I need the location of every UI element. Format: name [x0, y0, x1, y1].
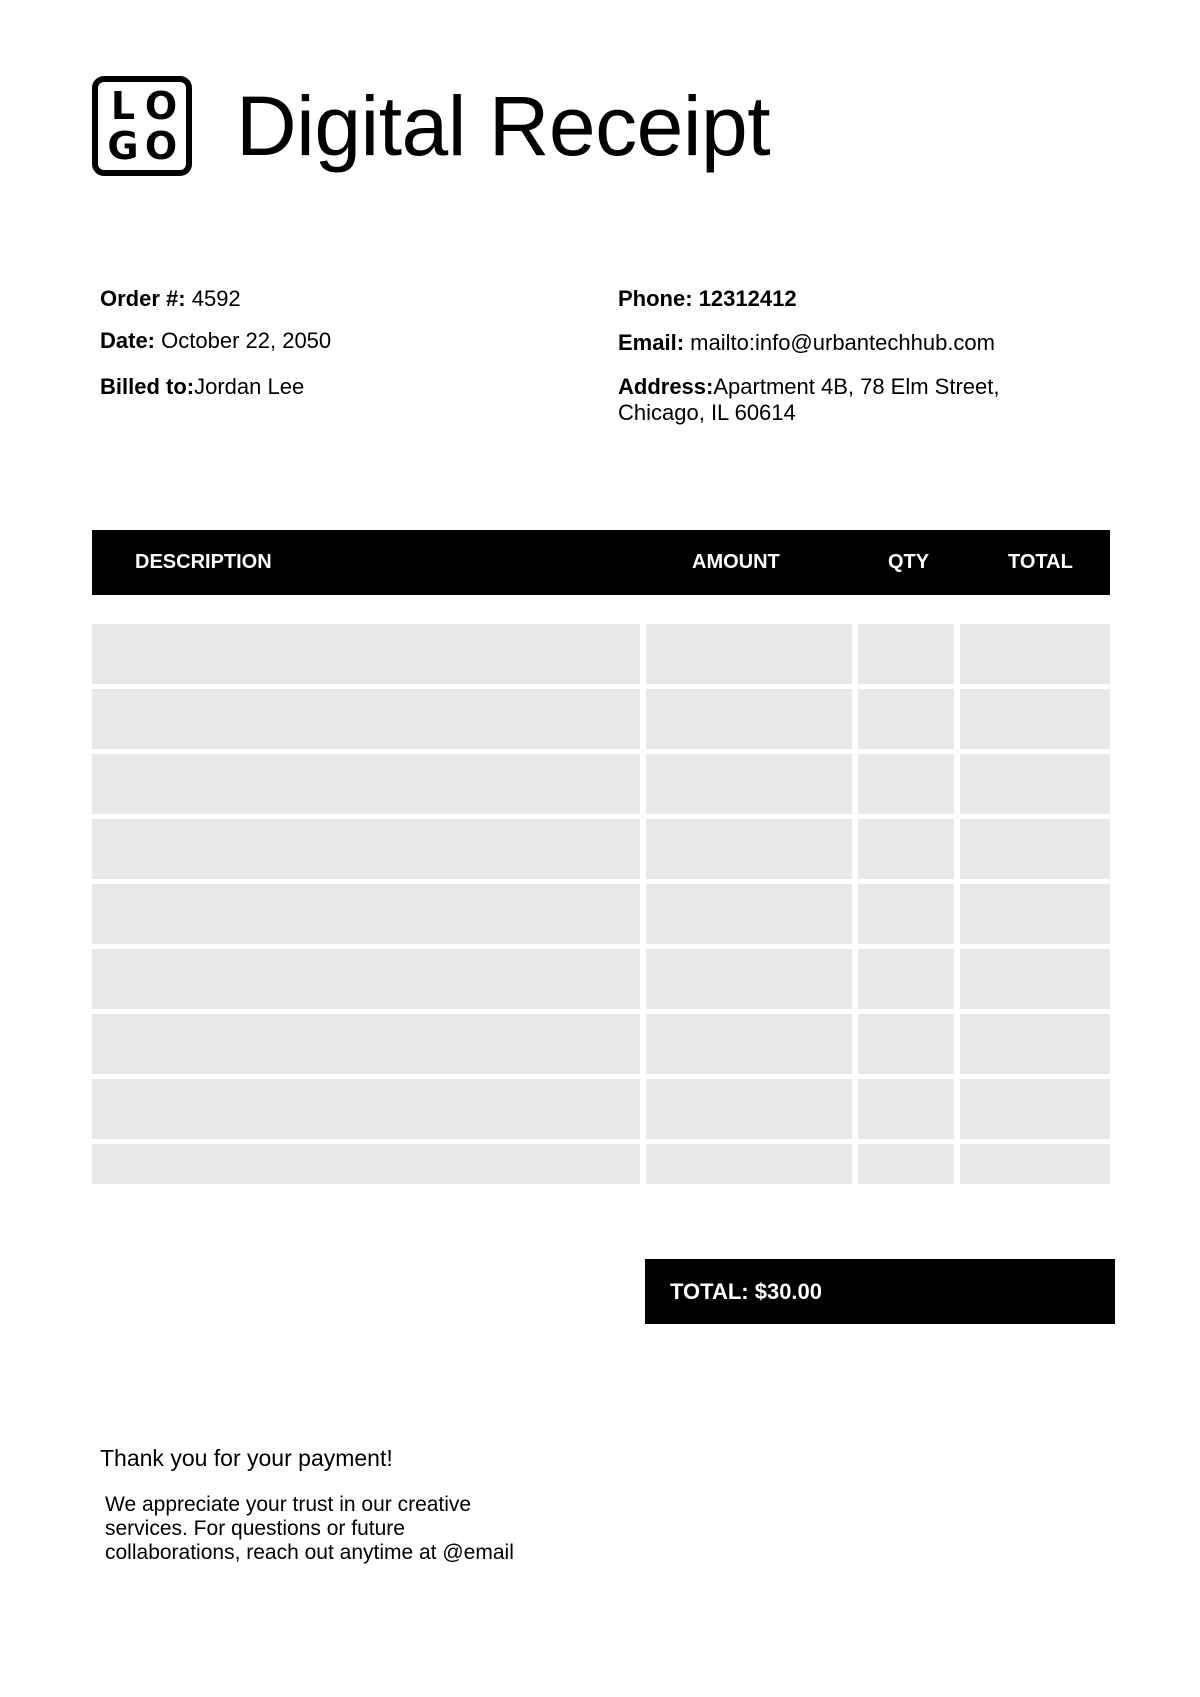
- table-row: [92, 1079, 1110, 1139]
- cell-qty[interactable]: [858, 1144, 954, 1184]
- cell-description[interactable]: [92, 1144, 640, 1184]
- logo-letter: O: [144, 124, 178, 168]
- thank-you-message: Thank you for your payment!: [100, 1445, 393, 1471]
- order-number-value: 4592: [191, 286, 241, 311]
- table-row: [92, 754, 1110, 814]
- cell-description[interactable]: [92, 624, 640, 684]
- table-row: [92, 819, 1110, 879]
- logo: [92, 76, 192, 176]
- cell-total[interactable]: [960, 1144, 1110, 1184]
- table-row: [92, 624, 1110, 684]
- cell-description[interactable]: [92, 949, 640, 1009]
- cell-total[interactable]: [960, 949, 1110, 1009]
- cell-total[interactable]: [960, 1079, 1110, 1139]
- email-link[interactable]: mailto:info@urbantechhub.com: [690, 330, 995, 355]
- phone: [618, 286, 1098, 312]
- cell-amount[interactable]: [646, 884, 852, 944]
- address-line-2: Chicago, IL 60614: [618, 400, 796, 425]
- order-date-value: October 22, 2050: [161, 328, 332, 353]
- column-header-qty: QTY: [888, 551, 930, 573]
- cell-description[interactable]: [92, 819, 640, 879]
- cell-amount[interactable]: [646, 949, 852, 1009]
- cell-description[interactable]: [92, 1079, 640, 1139]
- cell-qty[interactable]: [858, 689, 954, 749]
- cell-description[interactable]: [92, 754, 640, 814]
- page-title: Digital Receipt: [236, 79, 771, 173]
- cell-amount[interactable]: [646, 1079, 852, 1139]
- cell-amount[interactable]: [646, 1014, 852, 1074]
- table-row: [92, 884, 1110, 944]
- cell-amount[interactable]: [646, 689, 852, 749]
- order-date: [100, 328, 520, 354]
- total-bar: [645, 1259, 1115, 1324]
- table-row: [92, 689, 1110, 749]
- logo-letter: G: [107, 124, 139, 168]
- cell-amount[interactable]: [646, 754, 852, 814]
- cell-total[interactable]: [960, 1014, 1110, 1074]
- column-header-description: DESCRIPTION: [135, 551, 272, 573]
- cell-qty[interactable]: [858, 1079, 954, 1139]
- column-header-amount: AMOUNT: [692, 551, 780, 573]
- phone-value: 12312412: [698, 286, 797, 311]
- order-number-label: Order #:: [100, 286, 186, 311]
- logo-letter: O: [144, 84, 178, 128]
- table-row: [92, 1144, 1110, 1184]
- order-number: [100, 286, 520, 312]
- total-label: TOTAL: $30.00: [670, 1279, 823, 1304]
- cell-amount[interactable]: [646, 1144, 852, 1184]
- address-label: Address:: [618, 374, 714, 399]
- column-header-total: TOTAL: [1008, 551, 1073, 573]
- cell-amount[interactable]: [646, 624, 852, 684]
- cell-total[interactable]: [960, 819, 1110, 879]
- email: [618, 330, 1098, 356]
- cell-total[interactable]: [960, 884, 1110, 944]
- email-label: Email:: [618, 330, 685, 355]
- cell-total[interactable]: [960, 754, 1110, 814]
- table-body: [92, 624, 1110, 1184]
- cell-qty[interactable]: [858, 624, 954, 684]
- billed-to: [100, 374, 520, 400]
- cell-qty[interactable]: [858, 884, 954, 944]
- address: [618, 374, 1098, 426]
- billed-to-value: Jordan Lee: [194, 374, 305, 399]
- cell-description[interactable]: [92, 1014, 640, 1074]
- cell-total[interactable]: [960, 624, 1110, 684]
- footer-note: We appreciate your trust in our creative services. For questions or future collaborations, reach out anytime at @email: [105, 1493, 514, 1564]
- cell-qty[interactable]: [858, 1014, 954, 1074]
- table-row: [92, 949, 1110, 1009]
- phone-label: Phone:: [618, 286, 693, 311]
- table-row: [92, 1014, 1110, 1074]
- cell-qty[interactable]: [858, 754, 954, 814]
- cell-description[interactable]: [92, 884, 640, 944]
- cell-qty[interactable]: [858, 819, 954, 879]
- logo-letter: L: [110, 84, 136, 128]
- address-line-1: Apartment 4B, 78 Elm Street,: [713, 374, 1000, 399]
- table-header: [92, 530, 1110, 595]
- cell-description[interactable]: [92, 689, 640, 749]
- cell-amount[interactable]: [646, 819, 852, 879]
- cell-qty[interactable]: [858, 949, 954, 1009]
- cell-total[interactable]: [960, 689, 1110, 749]
- order-date-label: Date:: [100, 328, 156, 353]
- billed-to-label: Billed to:: [100, 374, 195, 399]
